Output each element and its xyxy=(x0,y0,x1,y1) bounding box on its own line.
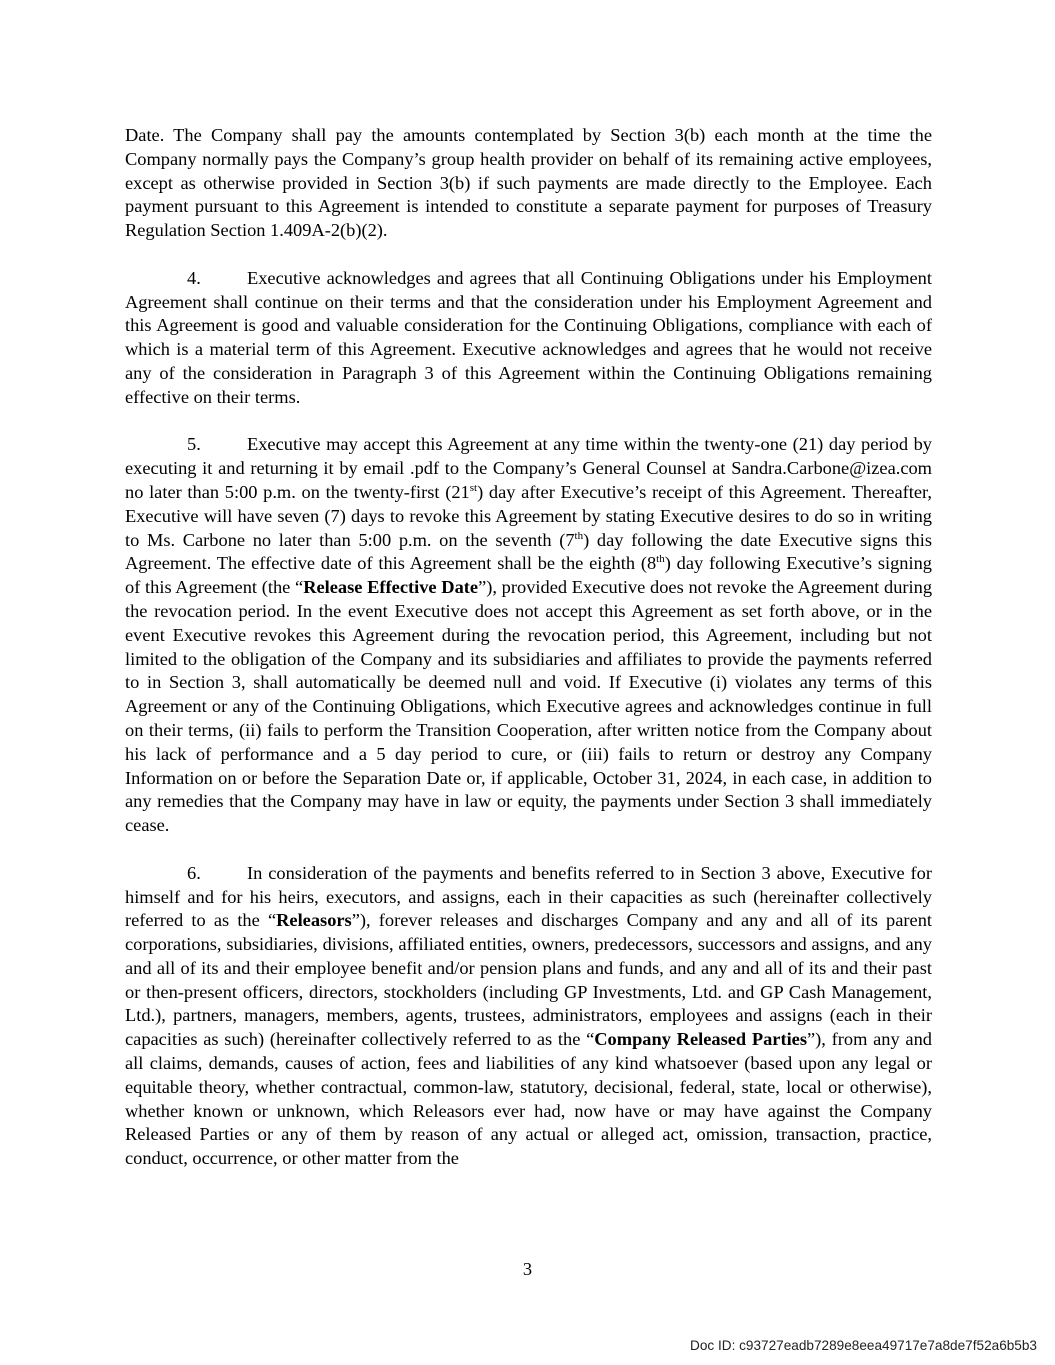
paragraph-text: In consideration of the payments and benefits referred to in Section 3 above, Executive for himself and for his heirs, executors, and assigns, each in their capacities as such (hereinafter collectively referred to as the “ xyxy=(125,862,932,931)
defined-term: Release Effective Date xyxy=(303,577,479,598)
paragraph-text: Executive acknowledges and agrees that all Continuing Obligations under his Employment Agreement shall continue on their terms and that the consideration under his Employment Agreement and this Agreement is good and valuable consideration for the Continuing Obligations, compliance with each of which is a material term of this Agreement. Executive acknowledges and agrees that he would not receive any of the consideration in Paragraph 3 of this Agreement within the Continuing Obligations remaining effective on their terms. xyxy=(125,267,932,407)
paragraph-text: ) day after Executive’s receipt of this Agreement. Thereafter, Executive will have seven (7) days to revoke this Agreement by stating Executive desires to do so in writing to Ms. Carbone no later than 5:00 p.m. on the seventh (7 xyxy=(125,481,932,550)
paragraph-6 xyxy=(125,862,932,1171)
defined-term: Releasors xyxy=(276,910,352,931)
ordinal-superscript: th xyxy=(656,553,665,566)
paragraph-text: ”), from any and all claims, demands, causes of action, fees and liabilities of any kind whatsoever (based upon any legal or equitable theory, whether contractual, common-law, statutory, decisional, federal, state, local or otherwise), whether known or unknown, which Releasors ever had, now have or may have against the Company Released Parties or any of them by reason of any actual or alleged act, omission, transaction, practice, conduct, occurrence, or other matter from the xyxy=(125,1029,932,1169)
defined-term: Company Released Parties xyxy=(594,1029,808,1050)
ordinal-superscript: th xyxy=(574,529,584,542)
paragraph-number: 4. xyxy=(187,267,201,288)
paragraph-text: ) day following Executive’s signing of this Agreement (the “ xyxy=(125,553,932,598)
ordinal-superscript: st xyxy=(469,481,478,494)
paragraph-number: 5. xyxy=(187,434,201,455)
paragraph-4 xyxy=(125,267,932,410)
paragraph-text: ) day following the date Executive signs this Agreement. The effective date of this Agreement shall be the eighth (8 xyxy=(125,529,932,574)
paragraph-5 xyxy=(125,433,932,838)
paragraph-text: Date. The Company shall pay the amounts contemplated by Section 3(b) each month at the time the Company normally pays the Company’s group health provider on behalf of its remaining active employees, except as otherwise provided in Section 3(b) if such payments are made directly to the Employee. Each payment pursuant to this Agreement is intended to constitute a separate payment for purposes of Treasury Regulation Section 1.409A-2(b)(2). xyxy=(125,125,932,241)
paragraph-number: 6. xyxy=(187,862,201,883)
page-number: 3 xyxy=(522,1259,533,1279)
paragraph-text: ”), forever releases and discharges Company and any and all of its parent corporations, subsidiaries, divisions, affiliated entities, owners, predecessors, successors and assigns, and any and all of its and their employee benefit and/or pension plans and funds, and any and all of its and their past or then-present officers, directors, stockholders (including GP Investments, Ltd. and GP Cash Management, Ltd.), partners, managers, members, agents, trustees, administrators, employees and assigns (each in their capacities as such) (hereinafter collectively referred to as the “ xyxy=(125,910,932,1050)
paragraph-text: Executive may accept this Agreement at any time within the twenty-one (21) day period by executing it and returning it by email .pdf to the Company’s General Counsel at Sandra.Carbone@izea.com no later than 5:00 p.m. on the twenty-first (21 xyxy=(125,434,932,502)
document-body xyxy=(125,124,932,1171)
paragraph-text: ”), provided Executive does not revoke the Agreement during the revocation period. In the event Executive does not accept this Agreement as set forth above, or in the event Executive revokes this Agreement during the revocation period, this Agreement, including but not limited to the obligation of the Company and its subsidiaries and affiliates to provide the payments referred to in Section 3, shall automatically be deemed null and void. If Executive (i) violates any terms of this Agreement or any of the Continuing Obligations, which Executive agrees and acknowledges continue in full on their terms, (ii) fails to perform the Transition Cooperation, after written notice from the Company about his lack of performance and a 5 day period to cure, or (iii) fails to return or destroy any Company Information on or before the Separation Date or, if applicable, October 31, 2024, in each case, in addition to any remedies that the Company may have in law or equity, the payments under Section 3 shall immediately cease. xyxy=(125,577,933,836)
document-id: Doc ID: c93727eadb7289e8eea49717e7a8de7f52a6b5b3 xyxy=(690,1338,1037,1353)
paragraph-continuation xyxy=(125,124,932,243)
